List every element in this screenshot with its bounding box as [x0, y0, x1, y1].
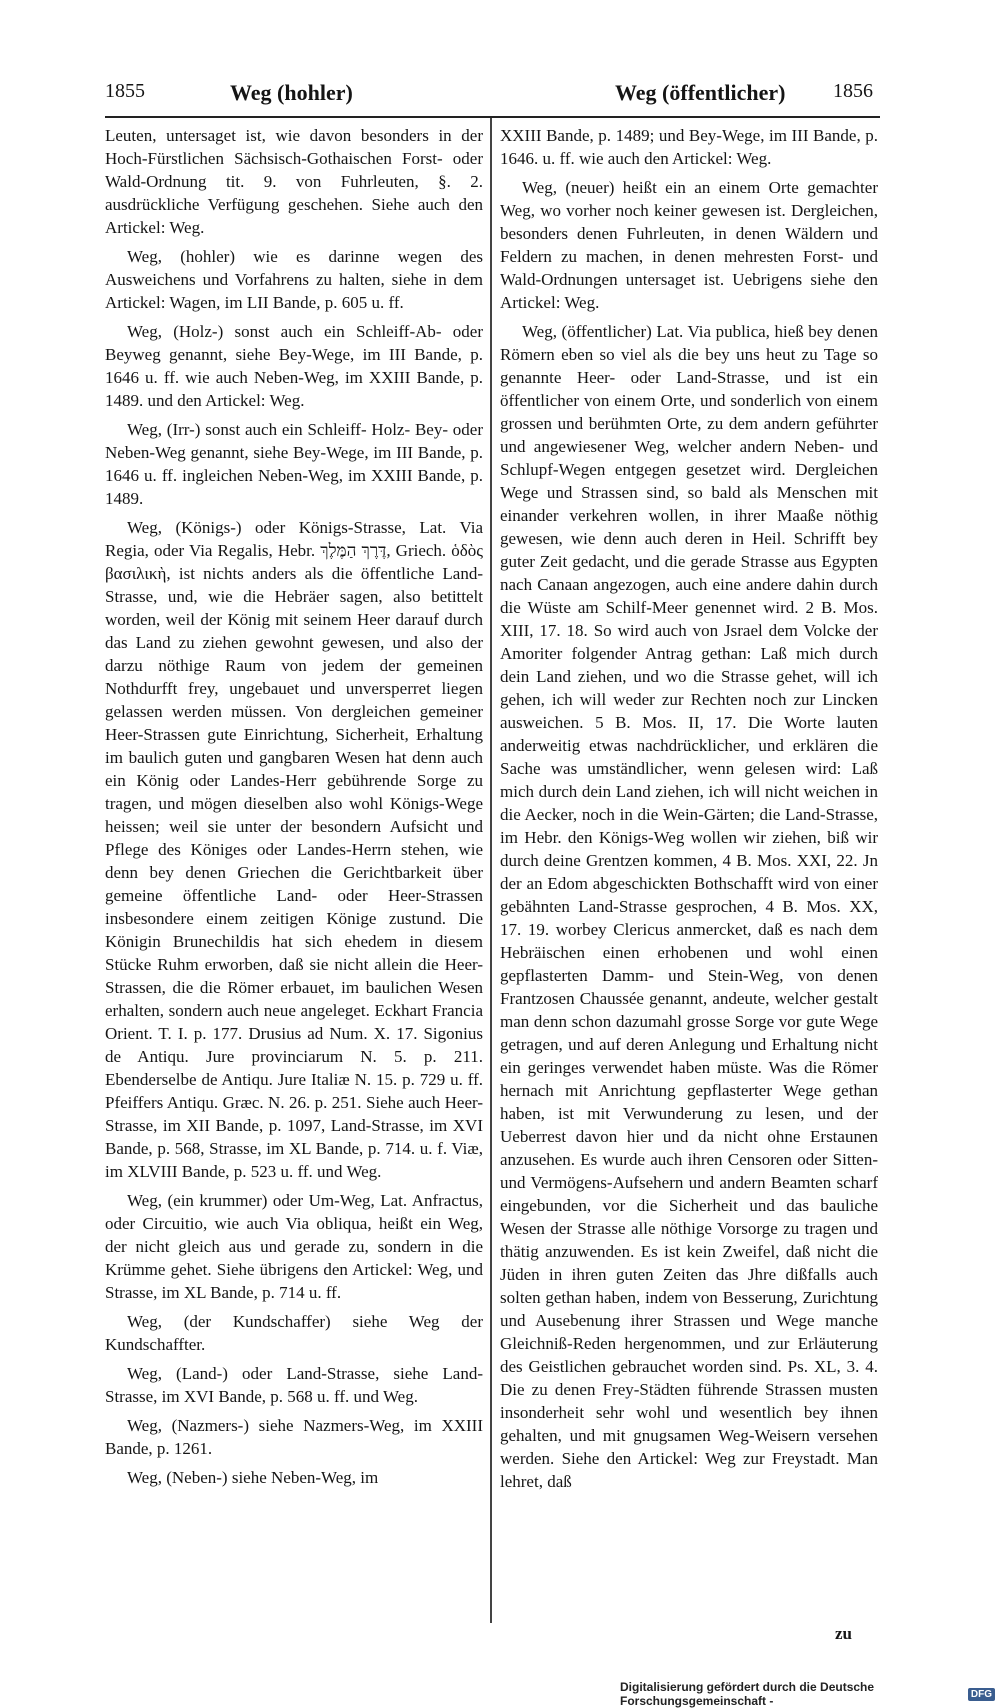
running-header	[105, 80, 875, 116]
dictionary-entry: Weg, (hohler) wie es darinne wegen des Ausweichens und Vorfahrens zu halten, siehe in dem Artickel: Wagen, im LII Bande, p. 605 u. ff.	[105, 247, 483, 312]
dictionary-entry: Weg, (neuer) heißt ein an einem Orte gemachter Weg, wo vorher noch keiner gewesen ist. Dergleichen, besonders denen Fuhrleuten, in denen Wäldern und Feldern zu machen, in denen mehresten Forst- und Wald-Ordnungen untersaget ist. Uebrigens siehe den Artickel: Weg.	[500, 178, 878, 312]
digitization-credit	[620, 1680, 995, 1708]
dictionary-entry: Weg, (öffentlicher) Lat. Via publica, hieß bey denen Römern eben so viel als die bey uns heut zu Tage so genannte Heer- oder Land-Strasse, und ist ein öffentlicher von einem Orte, und sonderlich von einem grossen und berühmten Orte, zu dem andern geführter und angewiesener Weg, welcher andern Neben- und Schlupf-Wegen entgegen gesetzet wird. Dergleichen Wege und Strassen sind, so bald als Menschen mit einander verkehren wollen, in ihrer Maaße nöthig gewesen, wie denn auch deren in Heil. Schrifft bey guter Zeit gedacht, und die gerade Strasse aus Egypten nach Canaan angezogen, auch eine andere dahin durch die Wüste am Schilf-Meer genennet wird. 2 B. Mos. XIII, 17. 18. So wird auch von Jsrael dem Volcke der Amoriter folgender Antrag gethan: Laß mich durch dein Land ziehen, und wo die Strasse gehet, will ich gehen, ich will weder zur Rechten noch zur Lincken ausweichen. 5 B. Mos. II, 17. Die Worte lauten anderweitig etwas nachdrücklicher, und erklären die Sache was umständlicher, wenn gelesen wird: Laß mich durch dein Land ziehen, ich will nicht weichen in die Aecker, noch in die Wein-Gärten; die Land-Strasse, im Hebr. den Königs-Weg wollen wir ziehen, biß wir durch deine Grentzen kommen, 4 B. Mos. XXI, 22. Jn der an Edom abgeschickten Bothschafft wird von einer gebähnten Land-Strasse gesprochen, 4 B. Mos. XX, 17. 19. worbey Clericus anmercket, daß es nach dem Hebräischen einen erhobenen und wohl einen gepflasterten Damm- und Stein-Weg, von denen Frantzosen Chaussée genannt, andeute, welcher gestalt man denn schon dazumahl grosse Sorge vor gute Wege getragen, und auf deren Anlegung und Erhaltung nicht ein geringes verwendet haben müste. Was die Römer hernach mit Anrichtung gepflasterter Wege gethan haben, ist mit Verwunderung zu lesen, und der Ueberrest davon hier und da nicht ohne Erstaunen anzusehen. Es wurde auch ihren Censoren oder Sitten- und Vermögens-Aufsehern und andern Beamten scharf eingebunden, vor die Sicherheit und das bauliche Wesen der Strasse alle nöthige Vorsorge zu tragen und thätig anzuwenden. Es ist kein Zweifel, daß nicht die Jüden in ihren guten Zeiten das Jhre dißfalls auch solten gethan haben, indem von Besserung, Zurichtung und Ausebenung ihrer Strassen und Wege manche Gleichniß-Reden hergenommen, und zur Erläuterung des Geistlichen gebrauchet worden sind. Ps. XL, 3. 4. Die zu denen Frey-Städten führende Strassen musten insonderheit sehr wohl und wesentlich bey ihnen gehalten, und mit gnugsamen Weg-Weisern versehen werden. Siehe den Artickel: Weg zur Freystadt. Man lehret, daß	[500, 322, 878, 1491]
dictionary-entry: Weg, (Nazmers-) siehe Nazmers-Weg, im XXIII Bande, p. 1261.	[105, 1416, 483, 1458]
dictionary-entry: Weg, (Land-) oder Land-Strasse, siehe Land-Strasse, im XVI Bande, p. 568 u. ff. und Weg.	[105, 1364, 483, 1406]
dfg-logo: DFG	[968, 1688, 995, 1701]
dictionary-entry: Weg, (Neben-) siehe Neben-Weg, im	[127, 1468, 379, 1487]
dictionary-entry: Weg, (ein krummer) oder Um-Weg, Lat. Anfractus, oder Circuitio, wie auch Via obliqua, heißt ein Weg, der nicht gleich aus und gerade zu, sondern in die Krümme gehet. Siehe übrigens den Artickel: Weg, und Strasse, im XL Bande, p. 714 u. ff.	[105, 1191, 483, 1302]
dictionary-entry: Weg, (Holz-) sonst auch ein Schleiff-Ab- oder Beyweg genannt, siehe Bey-Wege, im III Bande, p. 1646 u. ff. wie auch Neben-Weg, im XXIII Bande, p. 1489. und den Artickel: Weg.	[105, 322, 483, 410]
header-rule	[105, 116, 880, 118]
catchword: zu	[835, 1624, 852, 1643]
right-running-title: Weg (öffentlicher)	[615, 80, 786, 105]
left-running-title: Weg (hohler)	[230, 80, 353, 105]
right-column	[500, 124, 878, 1624]
dictionary-entry: Leuten, untersaget ist, wie davon besonders in der Hoch-Fürstlichen Sächsisch-Gothaischen Forst- oder Wald-Ordnung tit. 9. von Fuhrleuten, §. 2. ausdrückliche Verfügung geschehen. Siehe auch den Artickel: Weg.	[105, 126, 483, 237]
left-page-number: 1855	[105, 80, 145, 102]
dictionary-entry: Weg, (der Kundschaffer) siehe Weg der Kundschaffter.	[105, 1312, 483, 1354]
dictionary-entry: Weg, (Irr-) sonst auch ein Schleiff- Holz- Bey- oder Neben-Weg genannt, siehe Bey-Wege, im III Bande, p. 1646 u. ff. ingleichen Neben-Weg, im XXIII Bande, p. 1489.	[105, 420, 483, 508]
right-page-number: 1856	[833, 80, 873, 102]
dictionary-entry: Weg, (Königs-) oder Königs-Strasse, Lat. Via Regia, oder Via Regalis, Hebr. דֶּרֶךְ הַמֶּלֶךְ, Griech. ὁδὸς βασιλικὴ, ist nichts anders als die öffentliche Land-Strasse, und, wie die Hebräer sagen, also betittelt worden, weil der König mit seinem Heer darauf durch das Land zu ziehen gewohnt gewesen, und also der darzu nöthige Raum von jedem der gemeinen Nothdurfft frey, ungebauet und unversperret liegen gelassen werden müssen. Von dergleichen gemeiner Heer-Strassen gute Einrichtung, Sicherheit, Erhaltung im baulich guten und gangbaren Wesen hat denn auch ein König oder Landes-Herr gebührende Sorge zu tragen, und mögen dieselben also wohl Königs-Wege heissen; weil sie unter der besondern Aufsicht und Pflege des Königes oder Landes-Herrn stehen, wie denn bey denen Griechen die Gerichtbarkeit über gemeine öffentliche Land- oder Heer-Strassen insbesondere einem zeitigen Könige zustund. Die Königin Brunechildis hat sich ehedem in diesem Stücke Ruhm erworben, daß sie nicht allein die Heer-Strassen, die die Römer erbauet, im baulichen Wesen erhalten, sondern auch neue angeleget. Eckhart Francia Orient. T. I. p. 177. Drusius ad Num. X. 17. Sigonius de Antiqu. Jure provinciarum N. 5. p. 211. Ebenderselbe de Antiqu. Jure Italiæ N. 15. p. 729 u. ff. Pfeiffers Antiqu. Græc. N. 26. p. 251. Siehe auch Heer-Strasse, im XII Bande, p. 1097, Land-Strasse, im XVI Bande, p. 568, Strasse, im XL Bande, p. 714. u. f. Viæ, im XLVIII Bande, p. 523 u. ff. und Weg.	[105, 518, 483, 1181]
column-divider	[490, 118, 492, 1623]
credit-text: Digitalisierung gefördert durch die Deutsche Forschungsgemeinschaft -	[620, 1680, 875, 1708]
dictionary-entry: XXIII Bande, p. 1489; und Bey-Wege, im III Bande, p. 1646. u. ff. wie auch den Artickel: Weg.	[500, 126, 878, 168]
left-column	[105, 124, 483, 1624]
